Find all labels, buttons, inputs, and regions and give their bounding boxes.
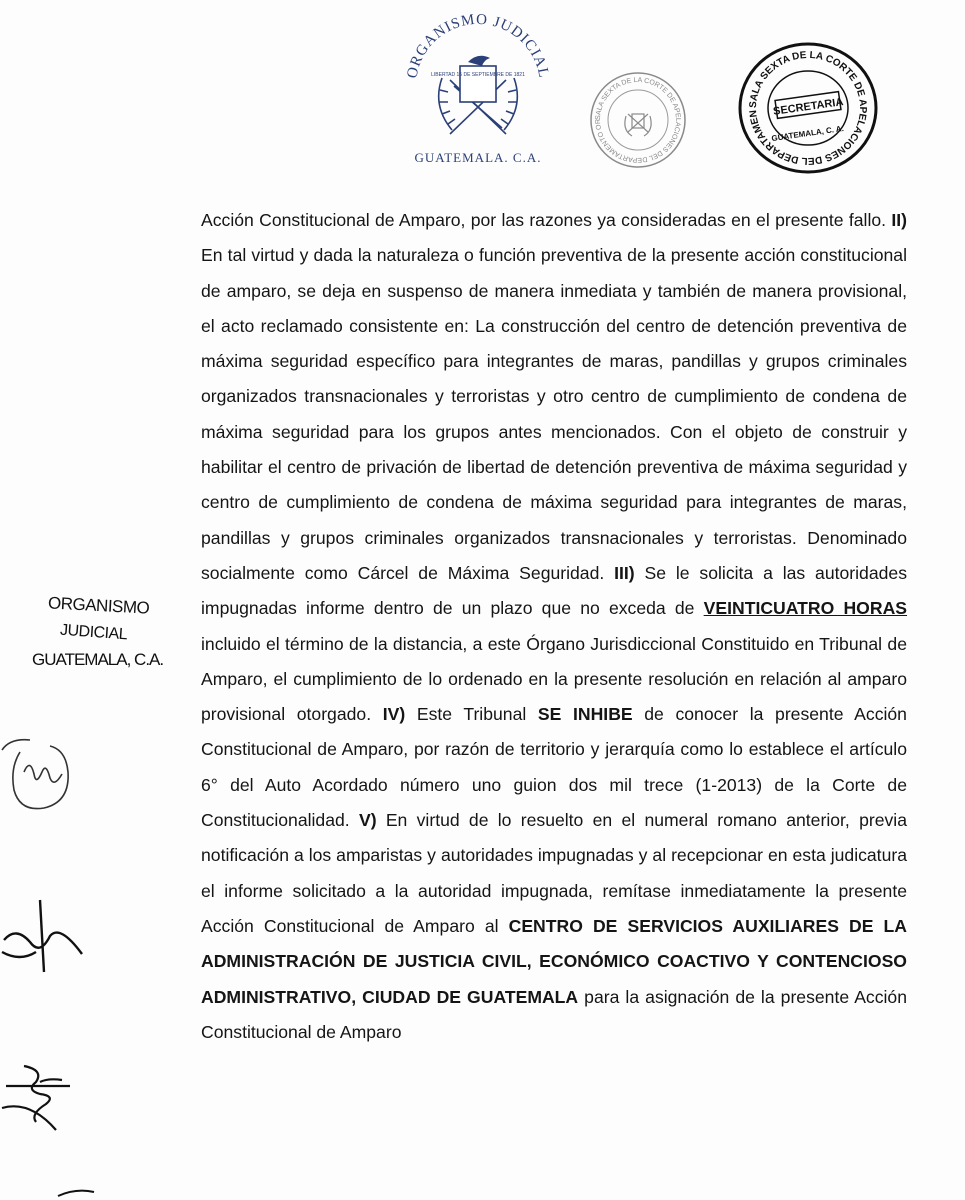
body-segment: Este Tribunal bbox=[405, 704, 538, 725]
emblem-location: GUATEMALA. C.A. bbox=[414, 150, 542, 165]
coat-of-arms-icon bbox=[625, 114, 651, 136]
organismo-judicial-emblem bbox=[398, 6, 558, 171]
body-segment: En virtud de lo resuelto en el numeral romano anterior, previa notificación a los amparistas y autoridades impugnadas y al recepcionar en esta judicatura el informe solicitado a la autoridad impugnada, remítase inmediatamente la presente Acción Constitucional de Amparo al bbox=[201, 810, 907, 936]
seal-large-ring-text: SALA SEXTA DE LA CORTE DE APELACIONES DEL DEPARTAMEN bbox=[747, 49, 869, 167]
signature-mark-4 bbox=[56, 1186, 96, 1200]
side-stamp-line1: ORGANISMO bbox=[47, 593, 150, 618]
side-stamp-organismo-judicial bbox=[28, 592, 168, 688]
body-segment: para la asignación de la presente Acción Constitucional de Amparo bbox=[201, 986, 908, 1042]
body-segment: Se le solicita a las autoridades impugnadas informe dentro de un plazo que no exceda de bbox=[201, 562, 907, 619]
signature-mark-3 bbox=[0, 1060, 80, 1140]
body-segment: Acción Constitucional de Amparo, por las razones ya consideradas en el presente fallo. bbox=[201, 210, 892, 230]
seal-small-ring-text: SALA SEXTA DE LA CORTE DE APELACIONES DEL DEPARTAMENTO OR bbox=[594, 76, 682, 164]
sala-sexta-seal-small bbox=[588, 70, 688, 170]
side-stamp-line3: GUATEMALA, C.A. bbox=[32, 650, 164, 669]
seal-large-bottom-text: GUATEMALA, C. A. bbox=[770, 123, 845, 144]
signature-mark-1 bbox=[0, 728, 80, 818]
roman-numeral-iii: III) bbox=[614, 562, 635, 583]
deadline-emphasis: VEINTICUATRO HORAS bbox=[703, 598, 908, 619]
emblem-graphic bbox=[398, 6, 558, 171]
sala-sexta-seal-secretaria bbox=[732, 38, 884, 178]
emblem-arc-text: ORGANISMO JUDICIAL bbox=[404, 11, 552, 80]
seal-large-center-text: SECRETARIA bbox=[772, 96, 845, 118]
roman-numeral-ii: II) bbox=[891, 210, 907, 230]
body-segment: incluido el término de la distancia, a este Órgano Jurisdiccional Constituido en Tribunal de Amparo, el cumplimiento de lo ordenado en la presente resolución en relación al amparo provisional otorgado. bbox=[201, 633, 907, 725]
body-segment: de conocer la presente Acción Constitucional de Amparo, por razón de territorio y jerarquía como lo establece el artículo 6° del Auto Acordado número uno guion dos mil trece (1-2013) de la Corte de Constitucionalidad. bbox=[201, 704, 907, 831]
emblem-scroll-text: LIBERTAD 15 DE SEPTIEMBRE DE 1821 bbox=[431, 72, 525, 78]
roman-numeral-iv: IV) bbox=[382, 704, 406, 725]
side-stamp-line2: JUDICIAL bbox=[59, 621, 128, 644]
signature-mark-2 bbox=[0, 896, 86, 986]
centro-servicios-emphasis: CENTRO DE SERVICIOS AUXILIARES DE LA ADMINISTRACIÓN DE JUSTICIA CIVIL, ECONÓMICO COACTIVO Y CONTENCIOSO ADMINISTRATIVO, CIUDAD DE GUATEMALA bbox=[201, 915, 908, 1007]
body-segment: En tal virtud y dada la naturaleza o función preventiva de la presente acción constitucional de amparo, se deja en suspenso de manera inmediata y también de manera provisional, el acto reclamado consistente en: La construcción del centro de detención preventiva de máxima seguridad específico para integrantes de maras, pandillas y grupos criminales organizados transnacionales y terroristas y otro centro de cumplimiento de condena de máxima seguridad para los grupos antes mencionados. Con el objeto de construir y habilitar el centro de privación de libertad de detención preventiva de máxima seguridad y centro de cumplimiento de condena de máxima seguridad para integrantes de maras, pandillas y grupos criminales organizados transnacionales y terroristas. Denominado socialmente como Cárcel de Máxima Seguridad. bbox=[201, 245, 907, 583]
roman-numeral-v: V) bbox=[358, 810, 377, 831]
resolution-body-text bbox=[201, 203, 907, 1050]
se-inhibe-emphasis: SE INHIBE bbox=[537, 704, 633, 725]
